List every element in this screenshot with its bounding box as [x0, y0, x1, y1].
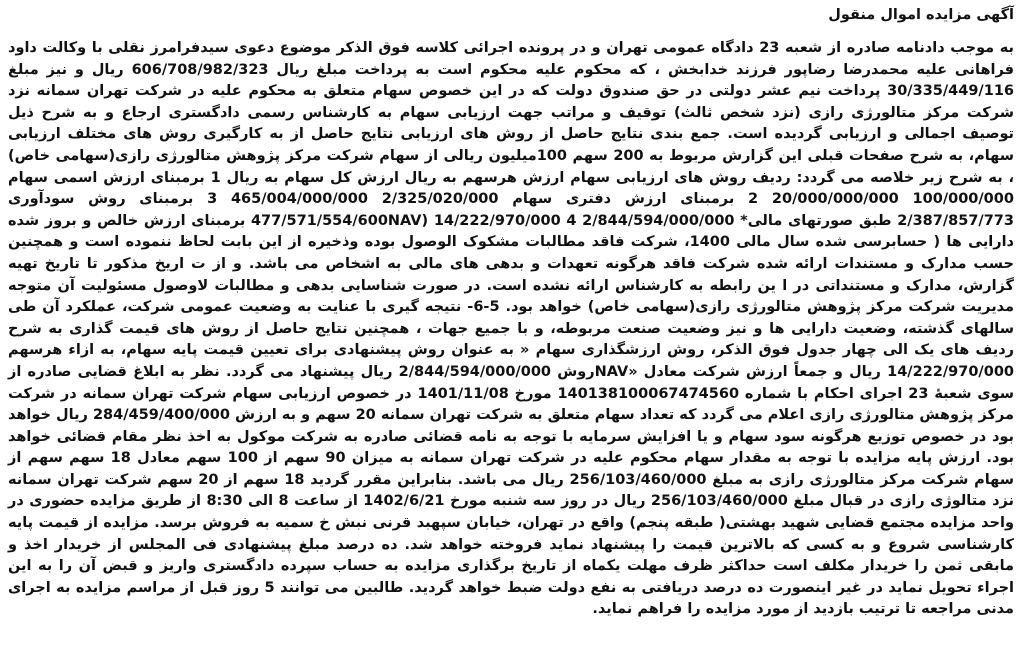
notice-title: آگهی مزایده اموال منقول: [828, 7, 1014, 23]
notice-body: به موجب دادنامه صادره از شعبه 23 دادگاه عمومی تهران و در پرونده اجرائی کلاسه فوق الذکر موضوع دعوی سیدفرامرز نقلی با وکالت داود فراهانی علیه محمدرضا رضاپور فرزند خدابخش ، که محکوم علیه محکوم است به پرداخت مبلغ ریال 606/708/982/323 ریال و نیز مبلغ 30/335/449/116 پرداخت نیم عشر دولتی در حق صندوق دولت که در این خصوص سهام متعلق به محکوم علیه در شرکت تهران سمانه نزد شرکت مرکز متالورژی رازی (نزد شخص ثالث) توقیف و مراتب جهت ارزیابی سهام به کارشناس رسمی دادگستری ارجاع و به شرح ذیل توصیف اجمالی و ارزیابی گردیده است. جمع بندی نتایج حاصل از روش های ارزیابی نتایج حاصل از به کارگیری روش های مختلف ارزیابی سهام، به شرح صفحات قبلی این گزارش مربوط به 200 سهم 100میلیون ریالی از سهام شرکت مرکز پژوهش متالورژی رازی(سهامی خاص) ، به شرح زیر خلاصه می گردد: ردیف روش های ارزیابی سهام ارزش هرسهم به ریال ارزش کل سهام به ریال 1 برمبنای ارزش اسمی سهام 100/000/000 20/000/000/000 2 برمبنای ارزش دفتری سهام 2/325/020/000 465/004/000/000 3 برمبنای روش سودآوری 2/387/857/773 طبق صورتهای مالی* 2/844/594/000/000 477/571/554/600NAV) 14/222/970/000 4 برمبنای ارزش خالص و بروز شده دارایی ها ( حسابرسی شده سال مالی 1400، شرکت فاقد مطالبات مشکوک الوصول بوده وذخیره از این بابت لحاظ ننموده است و همچنین حسب مدارک و مستندات ارائه شده شرکت فاقد هرگونه تعهدات و بدهی های مالی به اشخاص می باشد. و از ت اریخ مذکور تا تاریخ تهیه گزارش، مدارک و مستنداتی در ا ین رابطه به کارشناس ارائه نشده است. در صورت شناسایی بدهی و مطالبات لاوصول مسئولیت آن متوجه مدیریت شرکت مرکز پژوهش متالورژی رازی(سهامی خاص) خواهد بود. 5-6- نتیجه گیری با عنایت به وضعیت عمومی شرکت، عملکرد آن طی سالهای گذشته، وضعیت دارایی ها و نیز وضعیت صنعت مربوطه، و با جمیع جهات ، همچنین نتایج حاصل از روش های قیمت گذاری به شرح ردیف های یک الی چهار جدول فوق الذکر، روش ارزشگذاری سهام « به عنوان روش پیشنهادی برای تعیین قیمت پایه سهام، به ازاء هرسهم 14/222/970/000 ریال و جمعاً ارزش شرکت معادل «NAVروش 2/844/594/000/000 ریال پیشنهاد می گردد. نظر به ابلاغ قضایی صادره از سوی شعبهٔ 23 اجرای احکام با شماره 140138100067474560 مورخ 1401/11/08 در خصوص ارزیابی سهام شرکت تهران سمانه در شرکت مرکز پژوهش متالورژی رازی اعلام می گردد که تعداد سهام متعلق به شرکت تهران سمانه 20 سهم و به ارزش 284/459/400/000 ریال خواهد بود در خصوص توزیع هرگونه سود سهام و یا افزایش سرمایه با توجه به نامه قضائی صادره به شرکت موکول به اخذ نظر مقام قضائی خواهد بود. ارزش پایه مزایده با توجه به مقدار سهام محکوم علیه در شرکت تهران سمانه به میزان 90 سهم از 100 سهم معادل 18 سهم سهم از سهام شرکت مرکز متالورژی رازی به مبلغ 256/103/460/000 ریال می باشد. بنابراین مقرر گردید 18 سهم از 20 سهم شرکت تهران سمانه نزد متالوژی رازی در قبال مبلغ 256/103/460/000 ریال در روز سه شنبه مورخ 1402/6/21 از ساعت 8 الی 8:30 از طریق مزایده حضوری در واحد مزایده مجتمع قضایی شهید بهشتی( طبقه پنجم) واقع در تهران، خیابان سپهبد قرنی نبش خ سمیه به فروش برسد. مزایده از قیمت پایه کارشناسی شروع و به کسی که بالاترین قیمت را پیشنهاد نماید فروخته خواهد شد. ده درصد مبلغ پیشنهادی فی المجلس از خریدار اخذ و مابقی ثمن را خریدار مکلف است حداکثر ظرف مهلت یکماه از تاریخ برگذاری مزایده به حساب سپرده دادگستری واریز و قبض آن را به این اجراء تحویل نماید در غیر اینصورت ده درصد دریافتی به نفع دولت ضبط خواهد گردید. طالبین می توانند 5 روز قبل از مراسم مزایده به اجرای مدنی مراجعه تا ترتیب بازدید از مورد مزایده را فراهم نماید.: [8, 40, 1015, 618]
